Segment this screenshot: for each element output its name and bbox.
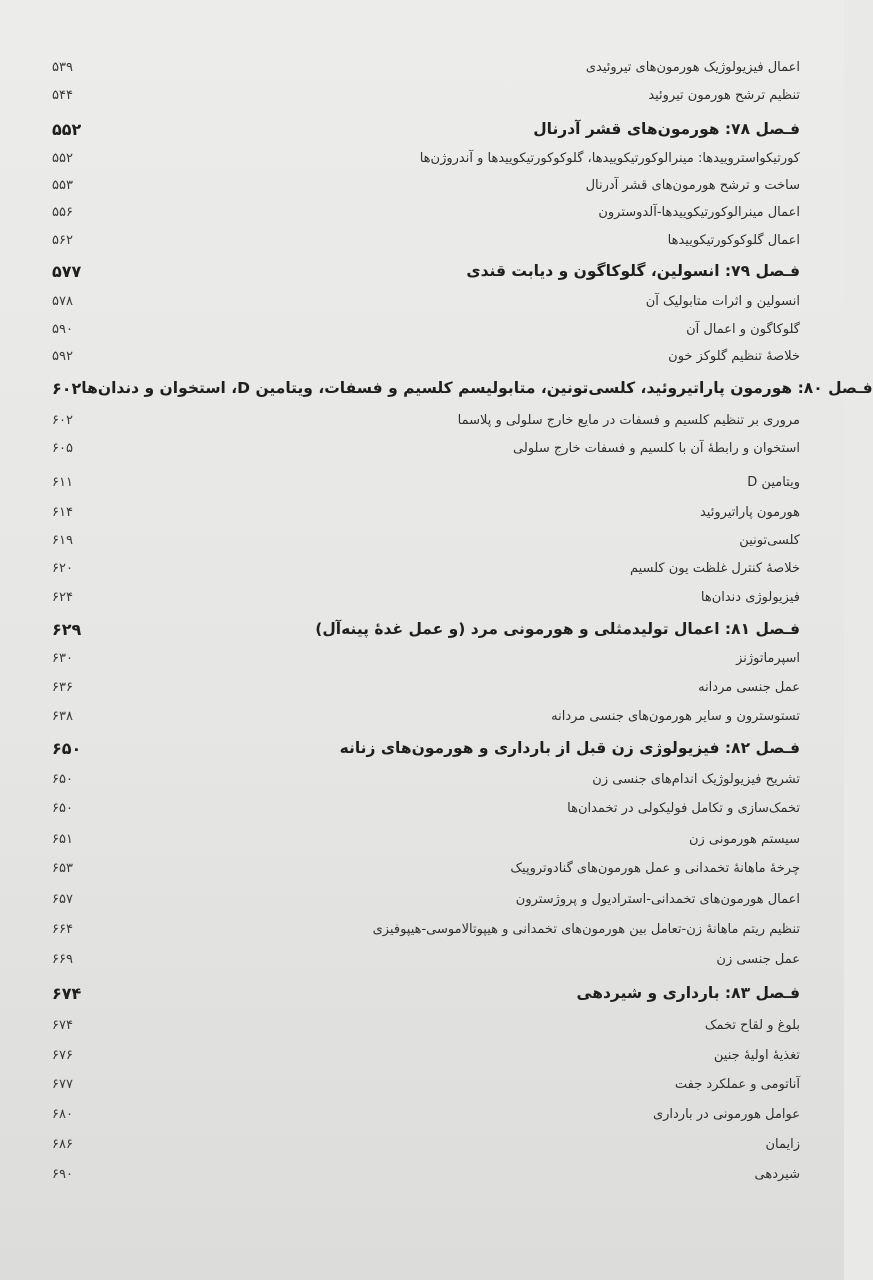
section-title: تنظیم ترشح هورمون تیروئید — [648, 87, 800, 103]
toc-page-number: ۵۵۲ — [52, 150, 73, 166]
toc-page-number: ۶۶۴ — [52, 921, 73, 937]
toc-page-number: ۶۵۰ — [52, 738, 82, 758]
section-title: تغذیهٔ اولیهٔ جنین — [713, 1047, 800, 1063]
section-title: خلاصهٔ کنترل غلظت یون کلسیم — [629, 560, 800, 576]
toc-entry-row — [30, 407, 800, 433]
section-title: ویتامین D — [747, 474, 800, 490]
section-title: کورتیکواستروییدها: مینرالوکورتیکوییدها، گلوکوکورتیکوییدها و آندروژن‌ها — [419, 150, 800, 166]
toc-page-number: ۵۹۲ — [52, 348, 73, 364]
toc-page-number: ۶۵۱ — [52, 831, 73, 847]
toc-page-number: ۶۵۳ — [52, 860, 73, 876]
section-title: اعمال گلوکوکورتیکوییدها — [667, 232, 800, 248]
toc-page-number: ۶۲۴ — [52, 589, 73, 605]
toc-chapter-row — [30, 375, 873, 401]
section-title: خلاصهٔ تنظیم گلوکز خون — [668, 348, 800, 364]
toc-page-number: ۵۷۸ — [52, 293, 73, 309]
toc-entry-row — [30, 703, 800, 729]
toc-entry-row — [30, 886, 800, 912]
section-title: تخمک‌سازی و تکامل فولیکولی در تخمدان‌ها — [567, 800, 800, 816]
toc-entry-row — [30, 227, 800, 253]
toc-page-number: ۵۵۳ — [52, 177, 73, 193]
toc-page-number: ۵۵۲ — [52, 119, 82, 139]
section-title: انسولین و اثرات متابولیک آن — [645, 293, 800, 309]
toc-entry-row — [30, 145, 800, 171]
section-title: گلوکاگون و اعمال آن — [686, 321, 800, 337]
toc-entry-row — [30, 855, 800, 881]
toc-page-number: ۵۴۴ — [52, 87, 73, 103]
section-title: ساخت و ترشح هورمون‌های قشر آدرنال — [585, 177, 800, 193]
toc-entry-row — [30, 946, 800, 972]
toc-entry-row — [30, 1012, 800, 1038]
toc-page-number: ۵۷۷ — [52, 261, 82, 281]
toc-page-number: ۶۷۴ — [52, 1017, 73, 1033]
toc-entry-row — [30, 288, 800, 314]
toc-entry-row — [30, 916, 800, 942]
toc-page-number: ۵۶۲ — [52, 232, 73, 248]
toc-chapter-row — [30, 735, 800, 761]
section-title: اسپرماتوژنز — [736, 650, 800, 666]
section-title: هورمون پاراتیروئید — [699, 504, 800, 520]
toc-entry-row — [30, 645, 800, 671]
section-title: عوامل هورمونی در بارداری — [652, 1106, 800, 1122]
chapter-title: فـصل ۸۱: اعمال تولیدمثلی و هورمونی مرد (و عمل غدهٔ پینه‌آل) — [315, 620, 800, 638]
toc-chapter-row — [30, 616, 800, 642]
section-title: کلسی‌تونین — [739, 532, 800, 548]
toc-page-number: ۶۲۰ — [52, 560, 73, 576]
section-title: عمل جنسی مردانه — [698, 679, 800, 695]
toc-page-number: ۶۷۶ — [52, 1047, 73, 1063]
section-title: اعمال مینرالوکورتیکوییدها-آلدوسترون — [598, 204, 800, 220]
toc-entry-row — [30, 674, 800, 700]
toc-page-number: ۶۳۶ — [52, 679, 73, 695]
section-title: چرخهٔ ماهانهٔ تخمدانی و عمل هورمون‌های گنادوتروپیک — [510, 860, 800, 876]
toc-entry-row — [30, 555, 800, 581]
section-title: تشریح فیزیولوژیک اندام‌های جنسی زن — [592, 771, 800, 787]
section-title: اعمال فیزیولوژیک هورمون‌های تیروئیدی — [585, 59, 800, 75]
toc-entry-row — [30, 1071, 800, 1097]
toc-page-number: ۶۰۲ — [52, 378, 82, 398]
toc-page-number: ۶۵۰ — [52, 771, 73, 787]
toc-entry-row — [30, 1042, 800, 1068]
toc-entry-row — [30, 795, 800, 821]
toc-chapter-row — [30, 116, 800, 142]
chapter-title: فـصل ۷۸: هورمون‌های قشر آدرنال — [533, 120, 800, 138]
toc-page-number: ۶۰۵ — [52, 440, 73, 456]
toc-page-number: ۶۳۸ — [52, 708, 73, 724]
section-title: تستوسترون و سایر هورمون‌های جنسی مردانه — [551, 708, 800, 724]
toc-entry-row — [30, 766, 800, 792]
section-title: شیردهی — [754, 1166, 800, 1182]
toc-page-number: ۶۷۷ — [52, 1076, 73, 1092]
section-title: زایمان — [765, 1136, 800, 1152]
toc-page-number: ۶۱۴ — [52, 504, 73, 520]
chapter-title: فـصل ۷۹: انسولین، گلوکاگون و دیابت قندی — [466, 262, 800, 280]
toc-page-number: ۶۵۰ — [52, 800, 73, 816]
toc-entry-row — [30, 199, 800, 225]
section-title: آناتومی و عملکرد جفت — [674, 1076, 800, 1092]
section-title: استخوان و رابطهٔ آن با کلسیم و فسفات خارج سلولی — [513, 440, 800, 456]
toc-page-number: ۵۵۶ — [52, 204, 73, 220]
toc-page-number: ۶۸۰ — [52, 1106, 73, 1122]
section-title: تنظیم ریتم ماهانهٔ زن-تعامل بین هورمون‌های تخمدانی و هیپوتالاموسی-هیپوفیزی — [372, 921, 800, 937]
chapter-title: فـصل ۸۰: هورمون پاراتیروئید، کلسی‌تونین، متابولیسم کلسیم و فسفات، ویتامین D، استخوان و دندان‌ها — [81, 379, 873, 397]
toc-chapter-row — [30, 980, 800, 1006]
chapter-title: فـصل ۸۳: بارداری و شیردهی — [576, 984, 800, 1002]
toc-page-number: ۶۹۰ — [52, 1166, 73, 1182]
section-title: فیزیولوژی دندان‌ها — [700, 589, 800, 605]
chapter-title: فـصل ۸۲: فیزیولوژی زن قبل از بارداری و هورمون‌های زنانه — [339, 739, 800, 757]
toc-entry-row — [30, 469, 800, 495]
toc-chapter-row — [30, 258, 800, 284]
toc-entry-row — [30, 82, 800, 108]
toc-page-number: ۶۸۶ — [52, 1136, 73, 1152]
toc-page-number: ۶۳۰ — [52, 650, 73, 666]
toc-entry-row — [30, 1161, 800, 1187]
toc-page-number: ۶۲۹ — [52, 619, 82, 639]
section-title: اعمال هورمون‌های تخمدانی-استرادیول و پروژسترون — [515, 891, 800, 907]
toc-entry-row — [30, 499, 800, 525]
toc-entry-row — [30, 527, 800, 553]
toc-entry-row — [30, 343, 800, 369]
toc-page-number: ۵۳۹ — [52, 59, 73, 75]
section-title: بلوغ و لقاح تخمک — [704, 1017, 800, 1033]
toc-entry-row — [30, 826, 800, 852]
toc-page-number: ۶۵۷ — [52, 891, 73, 907]
toc-entry-row — [30, 1131, 800, 1157]
toc-page-number: ۶۱۱ — [52, 474, 73, 490]
section-title: مروری بر تنظیم کلسیم و فسفات در مایع خارج سلولی و پلاسما — [457, 412, 800, 428]
toc-entry-row — [30, 316, 800, 342]
section-title: سیستم هورمونی زن — [688, 831, 800, 847]
toc-entry-row — [30, 584, 800, 610]
toc-entry-row — [30, 1101, 800, 1127]
section-title: عمل جنسی زن — [716, 951, 800, 967]
toc-page-number: ۶۱۹ — [52, 532, 73, 548]
toc-entry-row — [30, 54, 800, 80]
toc-page-number: ۶۷۴ — [52, 983, 82, 1003]
toc-entry-row — [30, 172, 800, 198]
toc-page-number: ۵۹۰ — [52, 321, 73, 337]
toc-page-number: ۶۶۹ — [52, 951, 73, 967]
toc-entry-row — [30, 435, 800, 461]
toc-page-number: ۶۰۲ — [52, 412, 73, 428]
